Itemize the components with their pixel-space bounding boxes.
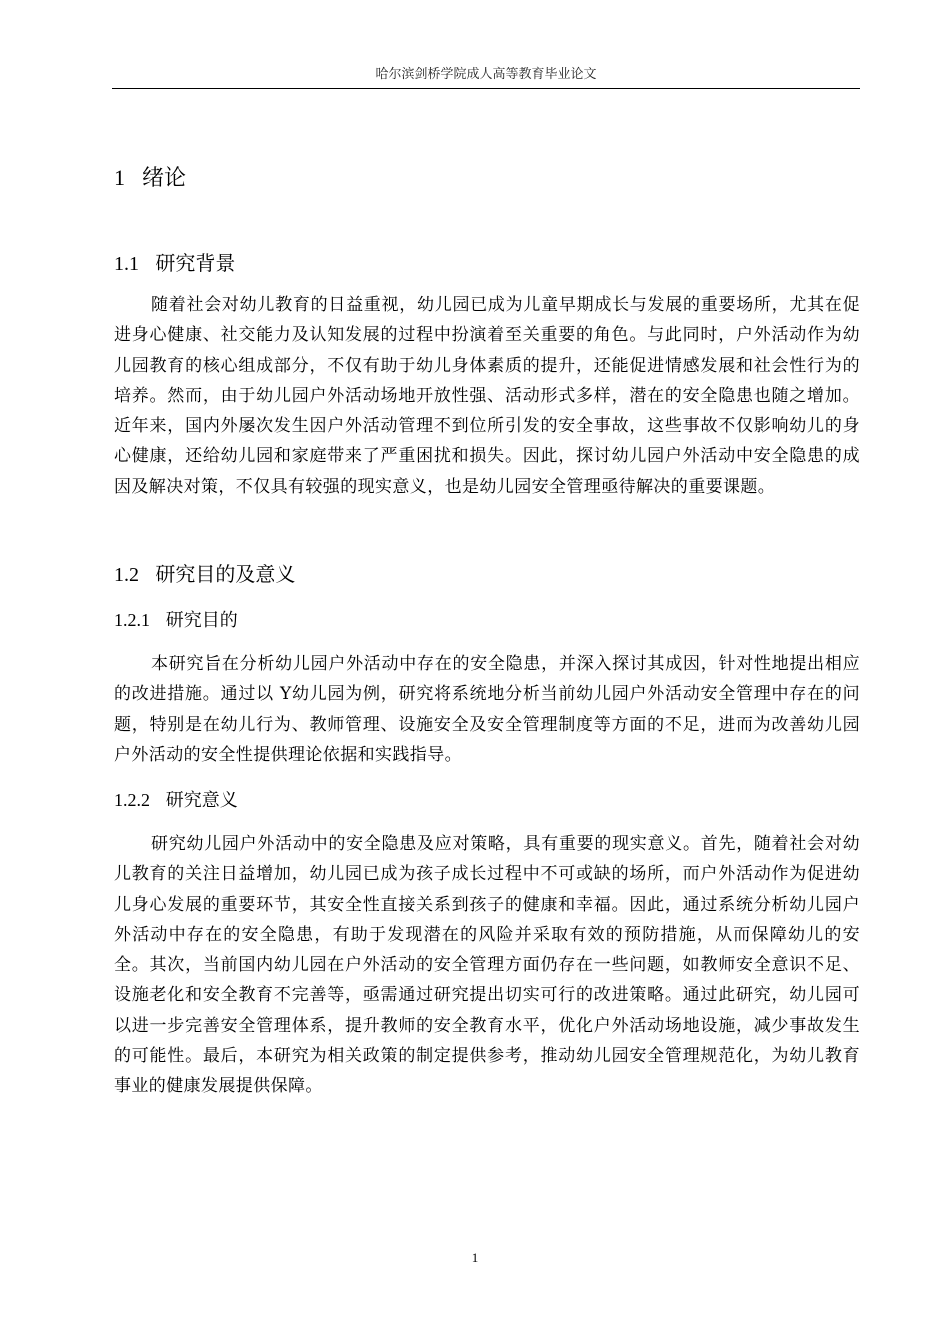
section-title: 研究目的及意义	[155, 562, 296, 586]
page-number: 1	[471, 1250, 479, 1265]
paragraph-purpose: 本研究旨在分析幼儿园户外活动中存在的安全隐患，并深入探讨其成因，针对性地提出相应的改进措施。通过以 Y幼儿园为例，研究将系统地分析当前幼儿园户外活动安全管理中存在的问题，特别是在幼儿行为、教师管理、设施安全及安全管理制度等方面的不足，进而为改善幼儿园户外活动的安全性提供理论依据和实践指导。	[114, 654, 860, 765]
chapter-number: 1	[114, 165, 125, 190]
subsection-title: 研究意义	[165, 790, 238, 811]
subsection-heading-1-2-1	[114, 608, 238, 633]
section-number: 1.2	[114, 564, 139, 586]
subsection-number: 1.2.1	[114, 610, 150, 630]
running-header: 哈尔滨剑桥学院成人高等教育毕业论文	[375, 67, 597, 82]
paragraph-significance: 研究幼儿园户外活动中的安全隐患及应对策略，具有重要的现实意义。首先，随着社会对幼儿教育的关注日益增加，幼儿园已成为孩子成长过程中不可或缺的场所，而户外活动作为促进幼儿身心发展的重要环节，其安全性直接关系到孩子的健康和幸福。因此，通过系统分析幼儿园户外活动中存在的安全隐患，有助于发现潜在的风险并采取有效的预防措施，从而保障幼儿的安全。其次，当前国内幼儿园在户外活动的安全管理方面仍存在一些问题，如教师安全意识不足、设施老化和安全教育不完善等，亟需通过研究提出切实可行的改进策略。通过此研究，幼儿园可以进一步完善安全管理体系，提升教师的安全教育水平，优化户外活动场地设施，减少事故发生的可能性。最后，本研究为相关政策的制定提供参考，推动幼儿园安全管理规范化，为幼儿教育事业的健康发展提供保障。	[114, 834, 860, 1097]
header-rule	[112, 88, 860, 89]
section-number: 1.1	[114, 253, 139, 275]
section-heading-1-2	[114, 561, 295, 588]
chapter-title: 绪论	[142, 166, 187, 191]
section-title: 研究背景	[155, 251, 236, 275]
subsection-number: 1.2.2	[114, 790, 150, 810]
section-heading-1-1	[114, 250, 235, 277]
paragraph-background: 随着社会对幼儿教育的日益重视，幼儿园已成为儿童早期成长与发展的重要场所，尤其在促进身心健康、社交能力及认知发展的过程中扮演着至关重要的角色。与此同时，户外活动作为幼儿园教育的核心组成部分，不仅有助于幼儿身体素质的提升，还能促进情感发展和社会性行为的培养。然而，由于幼儿园户外活动场地开放性强、活动形式多样，潜在的安全隐患也随之增加。近年来，国内外屡次发生因户外活动管理不到位所引发的安全事故，这些事故不仅影响幼儿的身心健康，还给幼儿园和家庭带来了严重困扰和损失。因此，探讨幼儿园户外活动中安全隐患的成因及解决对策，不仅具有较强的现实意义，也是幼儿园安全管理亟待解决的重要课题。	[114, 295, 860, 497]
chapter-heading	[114, 164, 186, 193]
subsection-heading-1-2-2	[114, 788, 238, 813]
subsection-title: 研究目的	[165, 610, 238, 631]
